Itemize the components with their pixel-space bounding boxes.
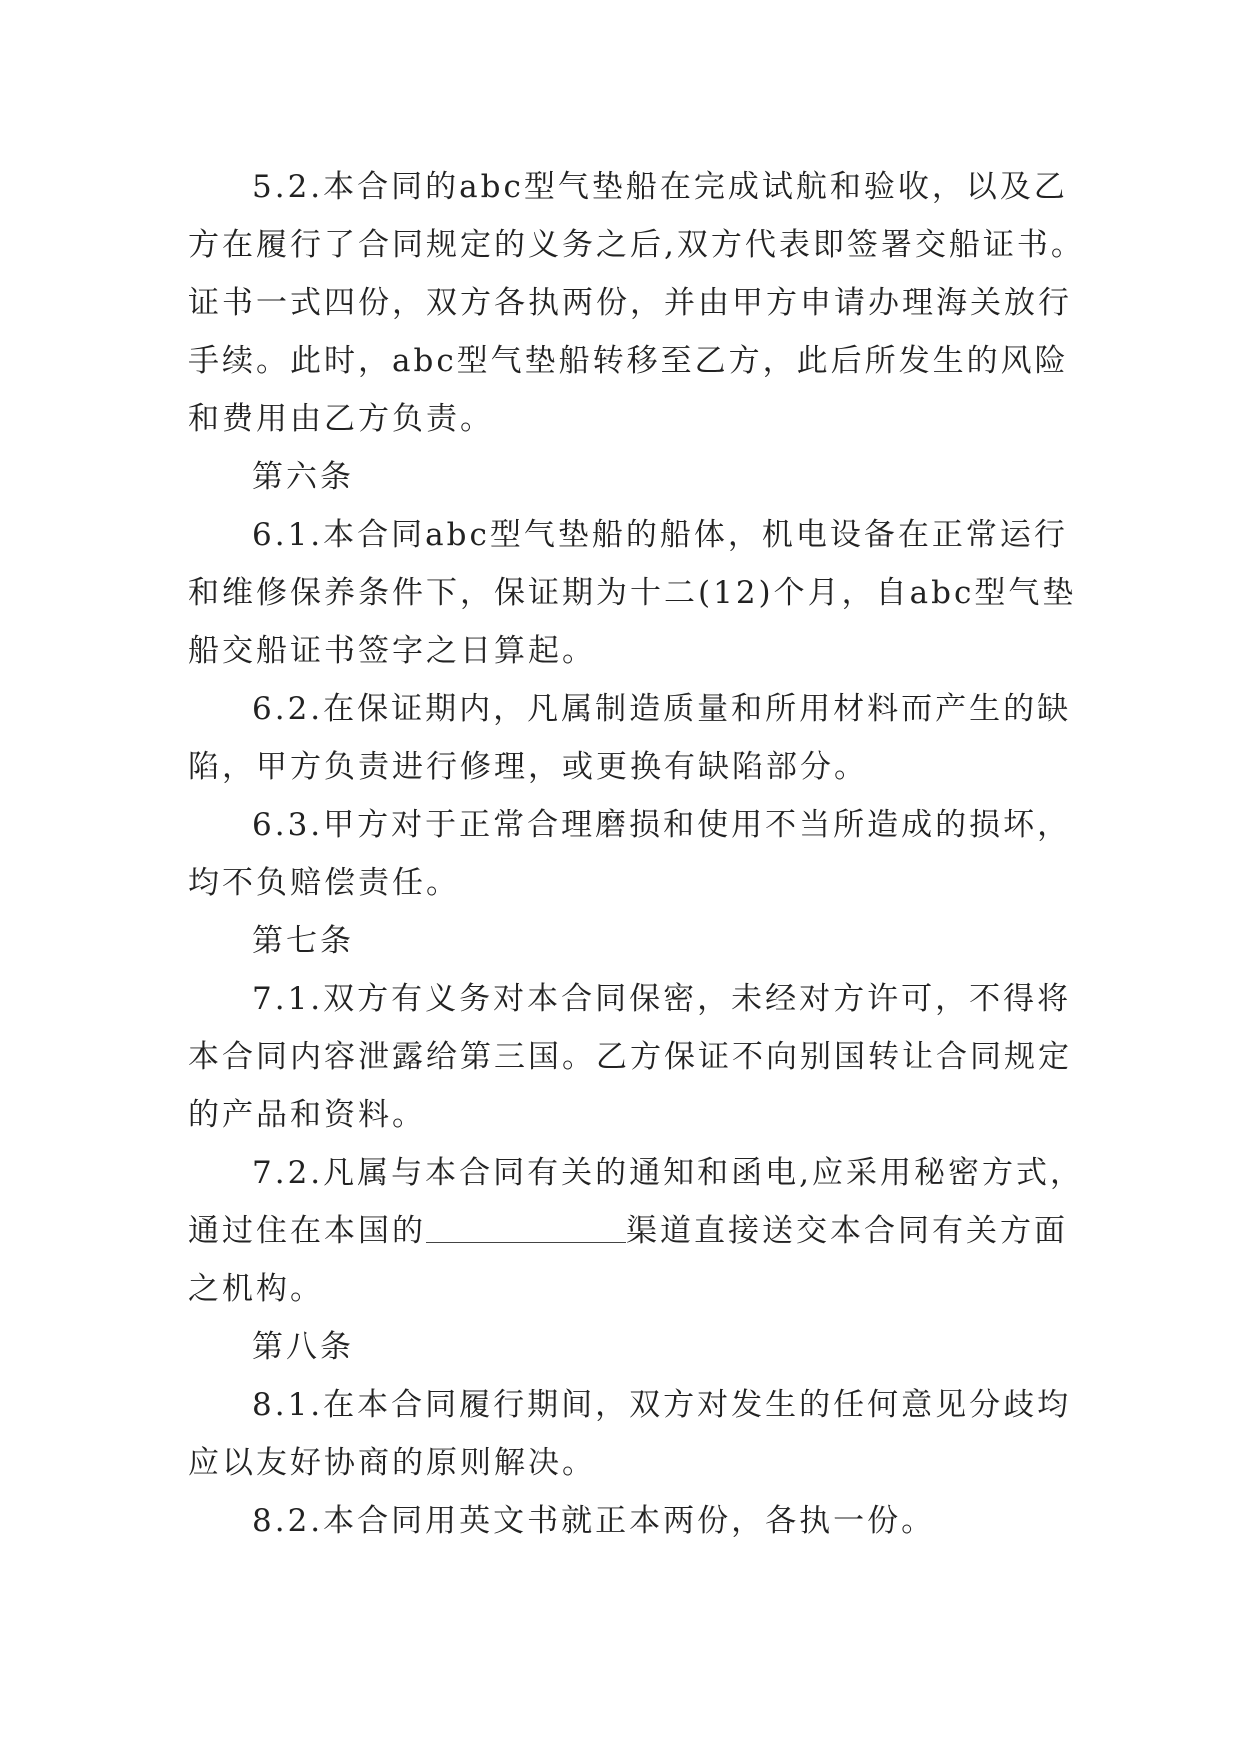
paragraph-6-1-line-1: 6.1.本合同abc型气垫船的船体，机电设备在正常运行 <box>252 517 1068 553</box>
paragraph-7-2-text-after-blank: 渠道直接送交本合同有关方面 <box>626 1213 1068 1249</box>
paragraph-6-1-line-3: 船交船证书签字之日算起。 <box>188 633 596 669</box>
paragraph-8-1-line-2: 应以友好协商的原则解决。 <box>188 1445 596 1481</box>
article-6-heading: 第六条 <box>252 459 354 495</box>
paragraph-8-2-line-1: 8.2.本合同用英文书就正本两份，各执一份。 <box>252 1503 936 1539</box>
paragraph-6-3-line-1: 6.3.甲方对于正常合理磨损和使用不当所造成的损坏， <box>252 807 1072 843</box>
paragraph-5-2-line-1: 5.2.本合同的abc型气垫船在完成试航和验收，以及乙 <box>252 169 1068 205</box>
paragraph-8-1-line-1: 8.1.在本合同履行期间，双方对发生的任何意见分歧均 <box>252 1387 1072 1423</box>
paragraph-5-2-line-3: 证书一式四份，双方各执两份，并由甲方申请办理海关放行 <box>188 285 1072 321</box>
paragraph-5-2-line-5: 和费用由乙方负责。 <box>188 401 494 437</box>
paragraph-5-2-line-2: 方在履行了合同规定的义务之后,双方代表即签署交船证书。 <box>188 227 1085 263</box>
paragraph-7-1-line-3: 的产品和资料。 <box>188 1097 426 1133</box>
paragraph-7-2-text-before-blank: 通过住在本国的 <box>188 1213 426 1249</box>
article-7-heading: 第七条 <box>252 923 354 959</box>
paragraph-6-1-line-2: 和维修保养条件下，保证期为十二(12)个月，自abc型气垫 <box>188 575 1077 611</box>
paragraph-7-2-line-3: 之机构。 <box>188 1271 324 1307</box>
document-body <box>188 158 1085 1550</box>
paragraph-7-1-line-1: 7.1.双方有义务对本合同保密，未经对方许可，不得将 <box>252 981 1072 1017</box>
article-8-heading: 第八条 <box>252 1329 354 1365</box>
paragraph-7-1-line-2: 本合同内容泄露给第三国。乙方保证不向别国转让合同规定 <box>188 1039 1072 1075</box>
paragraph-7-2-line-2 <box>188 1202 1068 1260</box>
fill-in-blank <box>426 1212 626 1243</box>
paragraph-6-2-line-1: 6.2.在保证期内，凡属制造质量和所用材料而产生的缺 <box>252 691 1072 727</box>
paragraph-5-2-line-4: 手续。此时，abc型气垫船转移至乙方，此后所发生的风险 <box>188 343 1069 379</box>
paragraph-6-2-line-2: 陷，甲方负责进行修理，或更换有缺陷部分。 <box>188 749 868 785</box>
paragraph-7-2-line-1: 7.2.凡属与本合同有关的通知和函电,应采用秘密方式， <box>252 1155 1085 1191</box>
paragraph-6-3-line-2: 均不负赔偿责任。 <box>188 865 460 901</box>
